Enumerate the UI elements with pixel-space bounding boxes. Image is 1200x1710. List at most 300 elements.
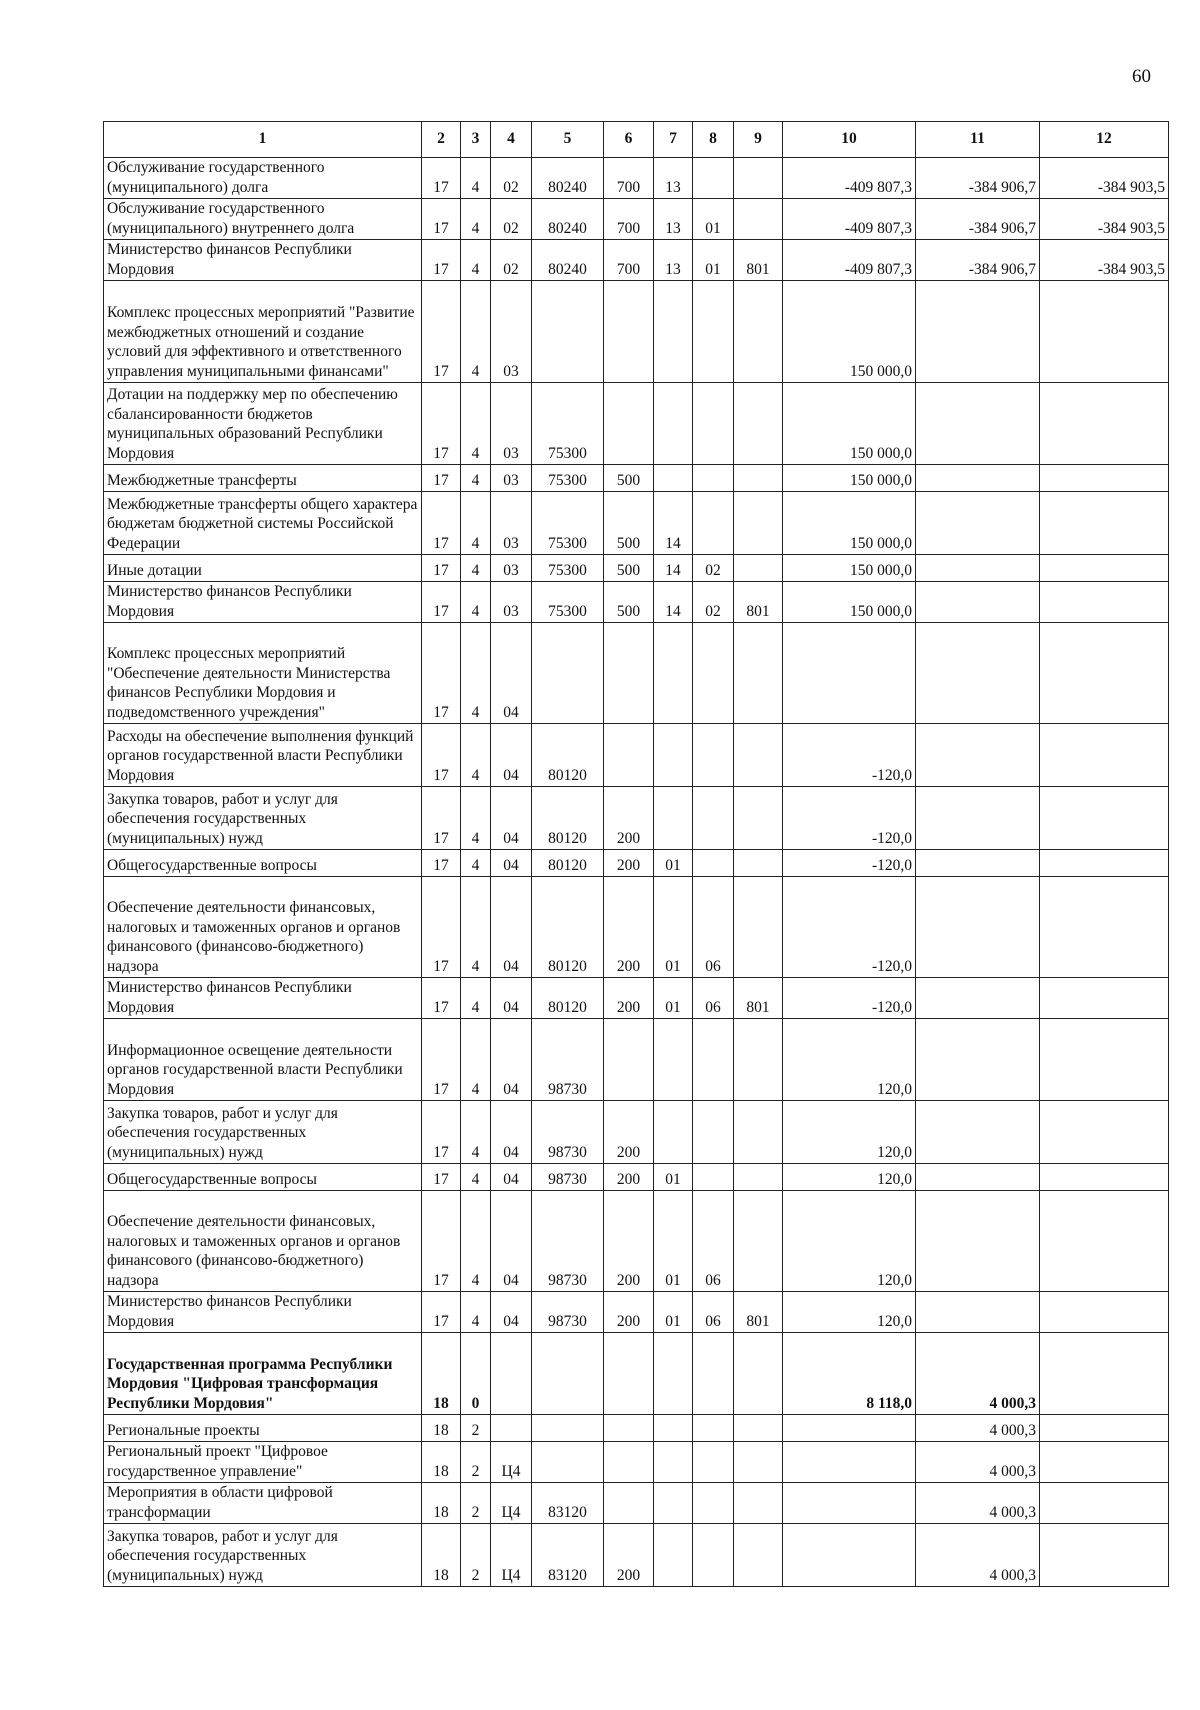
table-row bbox=[104, 1191, 1169, 1292]
table-row bbox=[104, 850, 1169, 877]
column-header: 8 bbox=[693, 122, 734, 158]
column-header: 12 bbox=[1040, 122, 1169, 158]
code-4-cell: 04 bbox=[491, 623, 532, 724]
code-8-cell bbox=[693, 850, 734, 877]
amount-11-cell bbox=[916, 492, 1040, 555]
amount-11-cell bbox=[916, 787, 1040, 850]
table-body bbox=[104, 122, 1169, 1587]
code-2-cell: 17 bbox=[422, 1191, 461, 1292]
column-header: 1 bbox=[104, 122, 422, 158]
row-name-cell: Комплекс процессных мероприятий "Обеспечение деятельности Министерства финансов Республики Мордовия и подведомственного учреждения" bbox=[104, 623, 422, 724]
row-name-cell: Расходы на обеспечение выполнения функций органов государственной власти Республики Мордовия bbox=[104, 724, 422, 787]
code-3-cell: 2 bbox=[461, 1415, 491, 1442]
table-row bbox=[104, 465, 1169, 492]
code-3-cell: 4 bbox=[461, 240, 491, 281]
table-row bbox=[104, 978, 1169, 1019]
code-2-cell: 18 bbox=[422, 1524, 461, 1587]
code-6-cell: 200 bbox=[604, 850, 654, 877]
code-8-cell bbox=[693, 787, 734, 850]
code-7-cell bbox=[654, 465, 693, 492]
code-4-cell: 04 bbox=[491, 1292, 532, 1333]
code-8-cell: 02 bbox=[693, 582, 734, 623]
code-6-cell: 500 bbox=[604, 465, 654, 492]
amount-12-cell bbox=[1040, 1019, 1169, 1101]
code-4-cell: 02 bbox=[491, 158, 532, 199]
code-9-cell bbox=[734, 1333, 783, 1415]
code-2-cell: 17 bbox=[422, 850, 461, 877]
code-4-cell: 04 bbox=[491, 1101, 532, 1164]
code-8-cell bbox=[693, 724, 734, 787]
code-4-cell: 03 bbox=[491, 582, 532, 623]
code-9-cell bbox=[734, 877, 783, 978]
amount-12-cell bbox=[1040, 623, 1169, 724]
code-2-cell: 18 bbox=[422, 1415, 461, 1442]
amount-10-cell: 8 118,0 bbox=[783, 1333, 916, 1415]
code-5-cell bbox=[532, 1442, 604, 1483]
amount-11-cell bbox=[916, 1164, 1040, 1191]
code-2-cell: 17 bbox=[422, 158, 461, 199]
amount-12-cell bbox=[1040, 555, 1169, 582]
code-2-cell: 17 bbox=[422, 1019, 461, 1101]
code-4-cell bbox=[491, 1415, 532, 1442]
code-9-cell bbox=[734, 281, 783, 383]
code-7-cell bbox=[654, 1415, 693, 1442]
table-row bbox=[104, 555, 1169, 582]
code-7-cell bbox=[654, 281, 693, 383]
code-5-cell: 80120 bbox=[532, 978, 604, 1019]
code-4-cell: Ц4 bbox=[491, 1483, 532, 1524]
code-6-cell: 200 bbox=[604, 787, 654, 850]
row-name-cell: Информационное освещение деятельности органов государственной власти Республики Мордовия bbox=[104, 1019, 422, 1101]
code-9-cell bbox=[734, 383, 783, 465]
code-3-cell: 4 bbox=[461, 158, 491, 199]
amount-10-cell: 150 000,0 bbox=[783, 465, 916, 492]
row-name-cell: Мероприятия в области цифровой трансформации bbox=[104, 1483, 422, 1524]
table-row bbox=[104, 492, 1169, 555]
code-8-cell bbox=[693, 465, 734, 492]
amount-10-cell bbox=[783, 1442, 916, 1483]
amount-11-cell bbox=[916, 1292, 1040, 1333]
table-row bbox=[104, 1101, 1169, 1164]
code-2-cell: 17 bbox=[422, 240, 461, 281]
code-7-cell bbox=[654, 1442, 693, 1483]
code-7-cell: 01 bbox=[654, 1164, 693, 1191]
amount-10-cell: -409 807,3 bbox=[783, 158, 916, 199]
amount-12-cell bbox=[1040, 1191, 1169, 1292]
code-5-cell: 75300 bbox=[532, 465, 604, 492]
code-7-cell: 14 bbox=[654, 555, 693, 582]
amount-12-cell bbox=[1040, 1292, 1169, 1333]
code-3-cell: 4 bbox=[461, 787, 491, 850]
code-6-cell bbox=[604, 1333, 654, 1415]
code-4-cell: 04 bbox=[491, 877, 532, 978]
amount-12-cell bbox=[1040, 1483, 1169, 1524]
code-6-cell: 700 bbox=[604, 240, 654, 281]
code-8-cell: 06 bbox=[693, 1191, 734, 1292]
code-2-cell: 17 bbox=[422, 1101, 461, 1164]
code-3-cell: 2 bbox=[461, 1524, 491, 1587]
code-8-cell bbox=[693, 281, 734, 383]
code-2-cell: 18 bbox=[422, 1333, 461, 1415]
code-6-cell: 700 bbox=[604, 158, 654, 199]
amount-10-cell: -120,0 bbox=[783, 877, 916, 978]
code-2-cell: 17 bbox=[422, 383, 461, 465]
row-name-cell: Закупка товаров, работ и услуг для обеспечения государственных (муниципальных) нужд bbox=[104, 1101, 422, 1164]
amount-12-cell: -384 903,5 bbox=[1040, 158, 1169, 199]
amount-10-cell: 150 000,0 bbox=[783, 281, 916, 383]
row-name-cell: Межбюджетные трансферты общего характера бюджетам бюджетной системы Российской Федерации bbox=[104, 492, 422, 555]
code-4-cell: 04 bbox=[491, 978, 532, 1019]
code-6-cell: 500 bbox=[604, 492, 654, 555]
table-row bbox=[104, 582, 1169, 623]
code-6-cell: 500 bbox=[604, 582, 654, 623]
code-3-cell: 4 bbox=[461, 1019, 491, 1101]
code-7-cell bbox=[654, 1101, 693, 1164]
code-2-cell: 17 bbox=[422, 1164, 461, 1191]
row-name-cell: Общегосударственные вопросы bbox=[104, 850, 422, 877]
code-9-cell bbox=[734, 850, 783, 877]
code-5-cell bbox=[532, 1333, 604, 1415]
code-3-cell: 4 bbox=[461, 1164, 491, 1191]
header-row bbox=[104, 122, 1169, 158]
code-4-cell: 03 bbox=[491, 465, 532, 492]
code-7-cell bbox=[654, 1333, 693, 1415]
code-4-cell: Ц4 bbox=[491, 1524, 532, 1587]
row-name-cell: Комплекс процессных мероприятий "Развитие межбюджетных отношений и создание условий для эффективного и ответственного управления муниципальными финансами" bbox=[104, 281, 422, 383]
amount-12-cell: -384 903,5 bbox=[1040, 199, 1169, 240]
code-7-cell bbox=[654, 787, 693, 850]
column-header: 2 bbox=[422, 122, 461, 158]
code-6-cell bbox=[604, 724, 654, 787]
code-4-cell: Ц4 bbox=[491, 1442, 532, 1483]
code-2-cell: 17 bbox=[422, 492, 461, 555]
code-5-cell: 75300 bbox=[532, 492, 604, 555]
amount-12-cell bbox=[1040, 465, 1169, 492]
table-row bbox=[104, 877, 1169, 978]
row-name-cell: Государственная программа Республики Мордовия "Цифровая трансформация Республики Мордовия" bbox=[104, 1333, 422, 1415]
code-2-cell: 17 bbox=[422, 724, 461, 787]
amount-10-cell bbox=[783, 1483, 916, 1524]
row-name-cell: Обеспечение деятельности финансовых, налоговых и таможенных органов и органов финансового (финансово-бюджетного) надзора bbox=[104, 877, 422, 978]
code-4-cell: 03 bbox=[491, 555, 532, 582]
code-8-cell bbox=[693, 492, 734, 555]
amount-11-cell: -384 906,7 bbox=[916, 158, 1040, 199]
code-3-cell: 4 bbox=[461, 199, 491, 240]
code-5-cell: 98730 bbox=[532, 1019, 604, 1101]
code-7-cell: 01 bbox=[654, 850, 693, 877]
code-8-cell bbox=[693, 1019, 734, 1101]
code-5-cell: 98730 bbox=[532, 1191, 604, 1292]
code-3-cell: 4 bbox=[461, 623, 491, 724]
code-9-cell bbox=[734, 787, 783, 850]
amount-10-cell: -120,0 bbox=[783, 724, 916, 787]
code-8-cell bbox=[693, 158, 734, 199]
amount-12-cell bbox=[1040, 492, 1169, 555]
code-9-cell bbox=[734, 158, 783, 199]
code-6-cell: 500 bbox=[604, 555, 654, 582]
code-7-cell bbox=[654, 724, 693, 787]
code-6-cell bbox=[604, 1019, 654, 1101]
code-8-cell: 06 bbox=[693, 877, 734, 978]
code-5-cell: 83120 bbox=[532, 1524, 604, 1587]
code-2-cell: 17 bbox=[422, 978, 461, 1019]
amount-12-cell bbox=[1040, 877, 1169, 978]
code-9-cell bbox=[734, 1191, 783, 1292]
amount-11-cell bbox=[916, 281, 1040, 383]
code-7-cell bbox=[654, 1524, 693, 1587]
code-3-cell: 4 bbox=[461, 465, 491, 492]
row-name-cell: Министерство финансов Республики Мордовия bbox=[104, 978, 422, 1019]
code-9-cell bbox=[734, 623, 783, 724]
code-9-cell: 801 bbox=[734, 240, 783, 281]
code-9-cell bbox=[734, 555, 783, 582]
code-5-cell: 80240 bbox=[532, 240, 604, 281]
code-2-cell: 17 bbox=[422, 281, 461, 383]
amount-10-cell bbox=[783, 1524, 916, 1587]
amount-10-cell: -120,0 bbox=[783, 787, 916, 850]
table-row bbox=[104, 1524, 1169, 1587]
table-row bbox=[104, 1019, 1169, 1101]
code-2-cell: 18 bbox=[422, 1442, 461, 1483]
code-9-cell bbox=[734, 1164, 783, 1191]
table-row bbox=[104, 1164, 1169, 1191]
code-9-cell bbox=[734, 465, 783, 492]
code-3-cell: 4 bbox=[461, 850, 491, 877]
code-2-cell: 17 bbox=[422, 623, 461, 724]
code-2-cell: 17 bbox=[422, 877, 461, 978]
column-header: 6 bbox=[604, 122, 654, 158]
code-6-cell bbox=[604, 1483, 654, 1524]
amount-10-cell: -120,0 bbox=[783, 978, 916, 1019]
code-7-cell: 01 bbox=[654, 978, 693, 1019]
code-9-cell bbox=[734, 492, 783, 555]
code-3-cell: 4 bbox=[461, 724, 491, 787]
row-name-cell: Межбюджетные трансферты bbox=[104, 465, 422, 492]
column-header: 7 bbox=[654, 122, 693, 158]
amount-10-cell: 120,0 bbox=[783, 1101, 916, 1164]
row-name-cell: Закупка товаров, работ и услуг для обеспечения государственных (муниципальных) нужд bbox=[104, 1524, 422, 1587]
amount-10-cell: -409 807,3 bbox=[783, 240, 916, 281]
row-name-cell: Обеспечение деятельности финансовых, налоговых и таможенных органов и органов финансового (финансово-бюджетного) надзора bbox=[104, 1191, 422, 1292]
code-3-cell: 4 bbox=[461, 492, 491, 555]
code-2-cell: 17 bbox=[422, 1292, 461, 1333]
code-3-cell: 4 bbox=[461, 281, 491, 383]
amount-10-cell bbox=[783, 623, 916, 724]
code-4-cell: 04 bbox=[491, 1191, 532, 1292]
row-name-cell: Общегосударственные вопросы bbox=[104, 1164, 422, 1191]
code-5-cell: 80120 bbox=[532, 724, 604, 787]
code-2-cell: 17 bbox=[422, 465, 461, 492]
code-7-cell: 14 bbox=[654, 582, 693, 623]
amount-10-cell: -120,0 bbox=[783, 850, 916, 877]
code-8-cell: 01 bbox=[693, 199, 734, 240]
code-3-cell: 2 bbox=[461, 1442, 491, 1483]
code-7-cell: 14 bbox=[654, 492, 693, 555]
code-8-cell bbox=[693, 1524, 734, 1587]
code-5-cell bbox=[532, 281, 604, 383]
table-row bbox=[104, 787, 1169, 850]
amount-12-cell: -384 903,5 bbox=[1040, 240, 1169, 281]
code-2-cell: 17 bbox=[422, 787, 461, 850]
code-8-cell bbox=[693, 623, 734, 724]
row-name-cell: Обслуживание государственного (муниципального) долга bbox=[104, 158, 422, 199]
amount-11-cell bbox=[916, 1019, 1040, 1101]
code-4-cell: 02 bbox=[491, 199, 532, 240]
amount-10-cell: 120,0 bbox=[783, 1292, 916, 1333]
code-8-cell: 01 bbox=[693, 240, 734, 281]
code-4-cell: 04 bbox=[491, 850, 532, 877]
amount-10-cell: 150 000,0 bbox=[783, 555, 916, 582]
code-3-cell: 2 bbox=[461, 1483, 491, 1524]
code-8-cell bbox=[693, 1333, 734, 1415]
code-6-cell: 200 bbox=[604, 877, 654, 978]
code-9-cell bbox=[734, 1524, 783, 1587]
code-8-cell bbox=[693, 383, 734, 465]
row-name-cell: Иные дотации bbox=[104, 555, 422, 582]
row-name-cell: Закупка товаров, работ и услуг для обеспечения государственных (муниципальных) нужд bbox=[104, 787, 422, 850]
code-9-cell bbox=[734, 1442, 783, 1483]
code-8-cell bbox=[693, 1483, 734, 1524]
amount-10-cell: 120,0 bbox=[783, 1164, 916, 1191]
amount-12-cell bbox=[1040, 850, 1169, 877]
code-6-cell: 200 bbox=[604, 1524, 654, 1587]
code-4-cell: 04 bbox=[491, 1019, 532, 1101]
table-row bbox=[104, 1442, 1169, 1483]
amount-11-cell bbox=[916, 877, 1040, 978]
code-3-cell: 4 bbox=[461, 383, 491, 465]
amount-11-cell bbox=[916, 383, 1040, 465]
code-3-cell: 4 bbox=[461, 978, 491, 1019]
amount-11-cell: 4 000,3 bbox=[916, 1333, 1040, 1415]
code-6-cell bbox=[604, 1415, 654, 1442]
code-7-cell: 13 bbox=[654, 199, 693, 240]
table-row bbox=[104, 1292, 1169, 1333]
budget-table bbox=[103, 121, 1169, 1587]
amount-12-cell bbox=[1040, 1164, 1169, 1191]
code-5-cell: 75300 bbox=[532, 555, 604, 582]
amount-11-cell: 4 000,3 bbox=[916, 1524, 1040, 1587]
code-7-cell: 01 bbox=[654, 1292, 693, 1333]
row-name-cell: Региональный проект "Цифровое государственное управление" bbox=[104, 1442, 422, 1483]
amount-11-cell: -384 906,7 bbox=[916, 240, 1040, 281]
code-6-cell: 200 bbox=[604, 1101, 654, 1164]
code-7-cell: 01 bbox=[654, 1191, 693, 1292]
code-9-cell bbox=[734, 1415, 783, 1442]
table-row bbox=[104, 281, 1169, 383]
page-number: 60 bbox=[1132, 66, 1151, 87]
code-5-cell: 98730 bbox=[532, 1101, 604, 1164]
amount-11-cell: 4 000,3 bbox=[916, 1483, 1040, 1524]
code-5-cell: 98730 bbox=[532, 1292, 604, 1333]
amount-10-cell: 150 000,0 bbox=[783, 582, 916, 623]
amount-12-cell bbox=[1040, 1524, 1169, 1587]
code-4-cell: 03 bbox=[491, 492, 532, 555]
amount-11-cell: 4 000,3 bbox=[916, 1442, 1040, 1483]
amount-11-cell bbox=[916, 623, 1040, 724]
table-row bbox=[104, 1333, 1169, 1415]
amount-11-cell: 4 000,3 bbox=[916, 1415, 1040, 1442]
code-5-cell: 80240 bbox=[532, 158, 604, 199]
code-8-cell bbox=[693, 1415, 734, 1442]
code-2-cell: 17 bbox=[422, 199, 461, 240]
code-5-cell: 98730 bbox=[532, 1164, 604, 1191]
code-3-cell: 4 bbox=[461, 1292, 491, 1333]
code-6-cell: 200 bbox=[604, 1164, 654, 1191]
code-4-cell: 03 bbox=[491, 281, 532, 383]
code-3-cell: 4 bbox=[461, 1191, 491, 1292]
code-9-cell bbox=[734, 1483, 783, 1524]
amount-11-cell: -384 906,7 bbox=[916, 199, 1040, 240]
amount-12-cell bbox=[1040, 787, 1169, 850]
amount-12-cell bbox=[1040, 1333, 1169, 1415]
amount-12-cell bbox=[1040, 978, 1169, 1019]
code-6-cell bbox=[604, 281, 654, 383]
code-9-cell bbox=[734, 724, 783, 787]
code-2-cell: 17 bbox=[422, 555, 461, 582]
amount-12-cell bbox=[1040, 582, 1169, 623]
column-header: 11 bbox=[916, 122, 1040, 158]
code-9-cell bbox=[734, 199, 783, 240]
table-row bbox=[104, 1483, 1169, 1524]
amount-10-cell: 120,0 bbox=[783, 1191, 916, 1292]
row-name-cell: Региональные проекты bbox=[104, 1415, 422, 1442]
code-9-cell bbox=[734, 1019, 783, 1101]
amount-12-cell bbox=[1040, 1101, 1169, 1164]
code-6-cell bbox=[604, 1442, 654, 1483]
code-8-cell: 06 bbox=[693, 1292, 734, 1333]
amount-12-cell bbox=[1040, 1415, 1169, 1442]
code-2-cell: 18 bbox=[422, 1483, 461, 1524]
amount-12-cell bbox=[1040, 281, 1169, 383]
code-4-cell: 04 bbox=[491, 724, 532, 787]
code-5-cell: 80120 bbox=[532, 877, 604, 978]
amount-10-cell bbox=[783, 1415, 916, 1442]
code-4-cell: 02 bbox=[491, 240, 532, 281]
code-7-cell: 13 bbox=[654, 158, 693, 199]
code-5-cell bbox=[532, 1415, 604, 1442]
code-8-cell: 06 bbox=[693, 978, 734, 1019]
code-2-cell: 17 bbox=[422, 582, 461, 623]
code-3-cell: 4 bbox=[461, 1101, 491, 1164]
code-3-cell: 0 bbox=[461, 1333, 491, 1415]
table-row bbox=[104, 623, 1169, 724]
code-8-cell bbox=[693, 1101, 734, 1164]
code-9-cell bbox=[734, 1101, 783, 1164]
code-3-cell: 4 bbox=[461, 877, 491, 978]
amount-10-cell: 150 000,0 bbox=[783, 492, 916, 555]
row-name-cell: Министерство финансов Республики Мордовия bbox=[104, 240, 422, 281]
table-row bbox=[104, 724, 1169, 787]
amount-11-cell bbox=[916, 850, 1040, 877]
row-name-cell: Дотации на поддержку мер по обеспечению сбалансированности бюджетов муниципальных образований Республики Мордовия bbox=[104, 383, 422, 465]
column-header: 4 bbox=[491, 122, 532, 158]
amount-10-cell: 120,0 bbox=[783, 1019, 916, 1101]
column-header: 3 bbox=[461, 122, 491, 158]
code-7-cell bbox=[654, 1019, 693, 1101]
row-name-cell: Обслуживание государственного (муниципального) внутреннего долга bbox=[104, 199, 422, 240]
code-4-cell: 03 bbox=[491, 383, 532, 465]
row-name-cell: Министерство финансов Республики Мордовия bbox=[104, 582, 422, 623]
code-9-cell: 801 bbox=[734, 978, 783, 1019]
code-5-cell: 75300 bbox=[532, 582, 604, 623]
code-5-cell bbox=[532, 623, 604, 724]
code-8-cell bbox=[693, 1442, 734, 1483]
table-row bbox=[104, 240, 1169, 281]
code-4-cell bbox=[491, 1333, 532, 1415]
amount-11-cell bbox=[916, 1191, 1040, 1292]
amount-12-cell bbox=[1040, 724, 1169, 787]
row-name-cell: Министерство финансов Республики Мордовия bbox=[104, 1292, 422, 1333]
